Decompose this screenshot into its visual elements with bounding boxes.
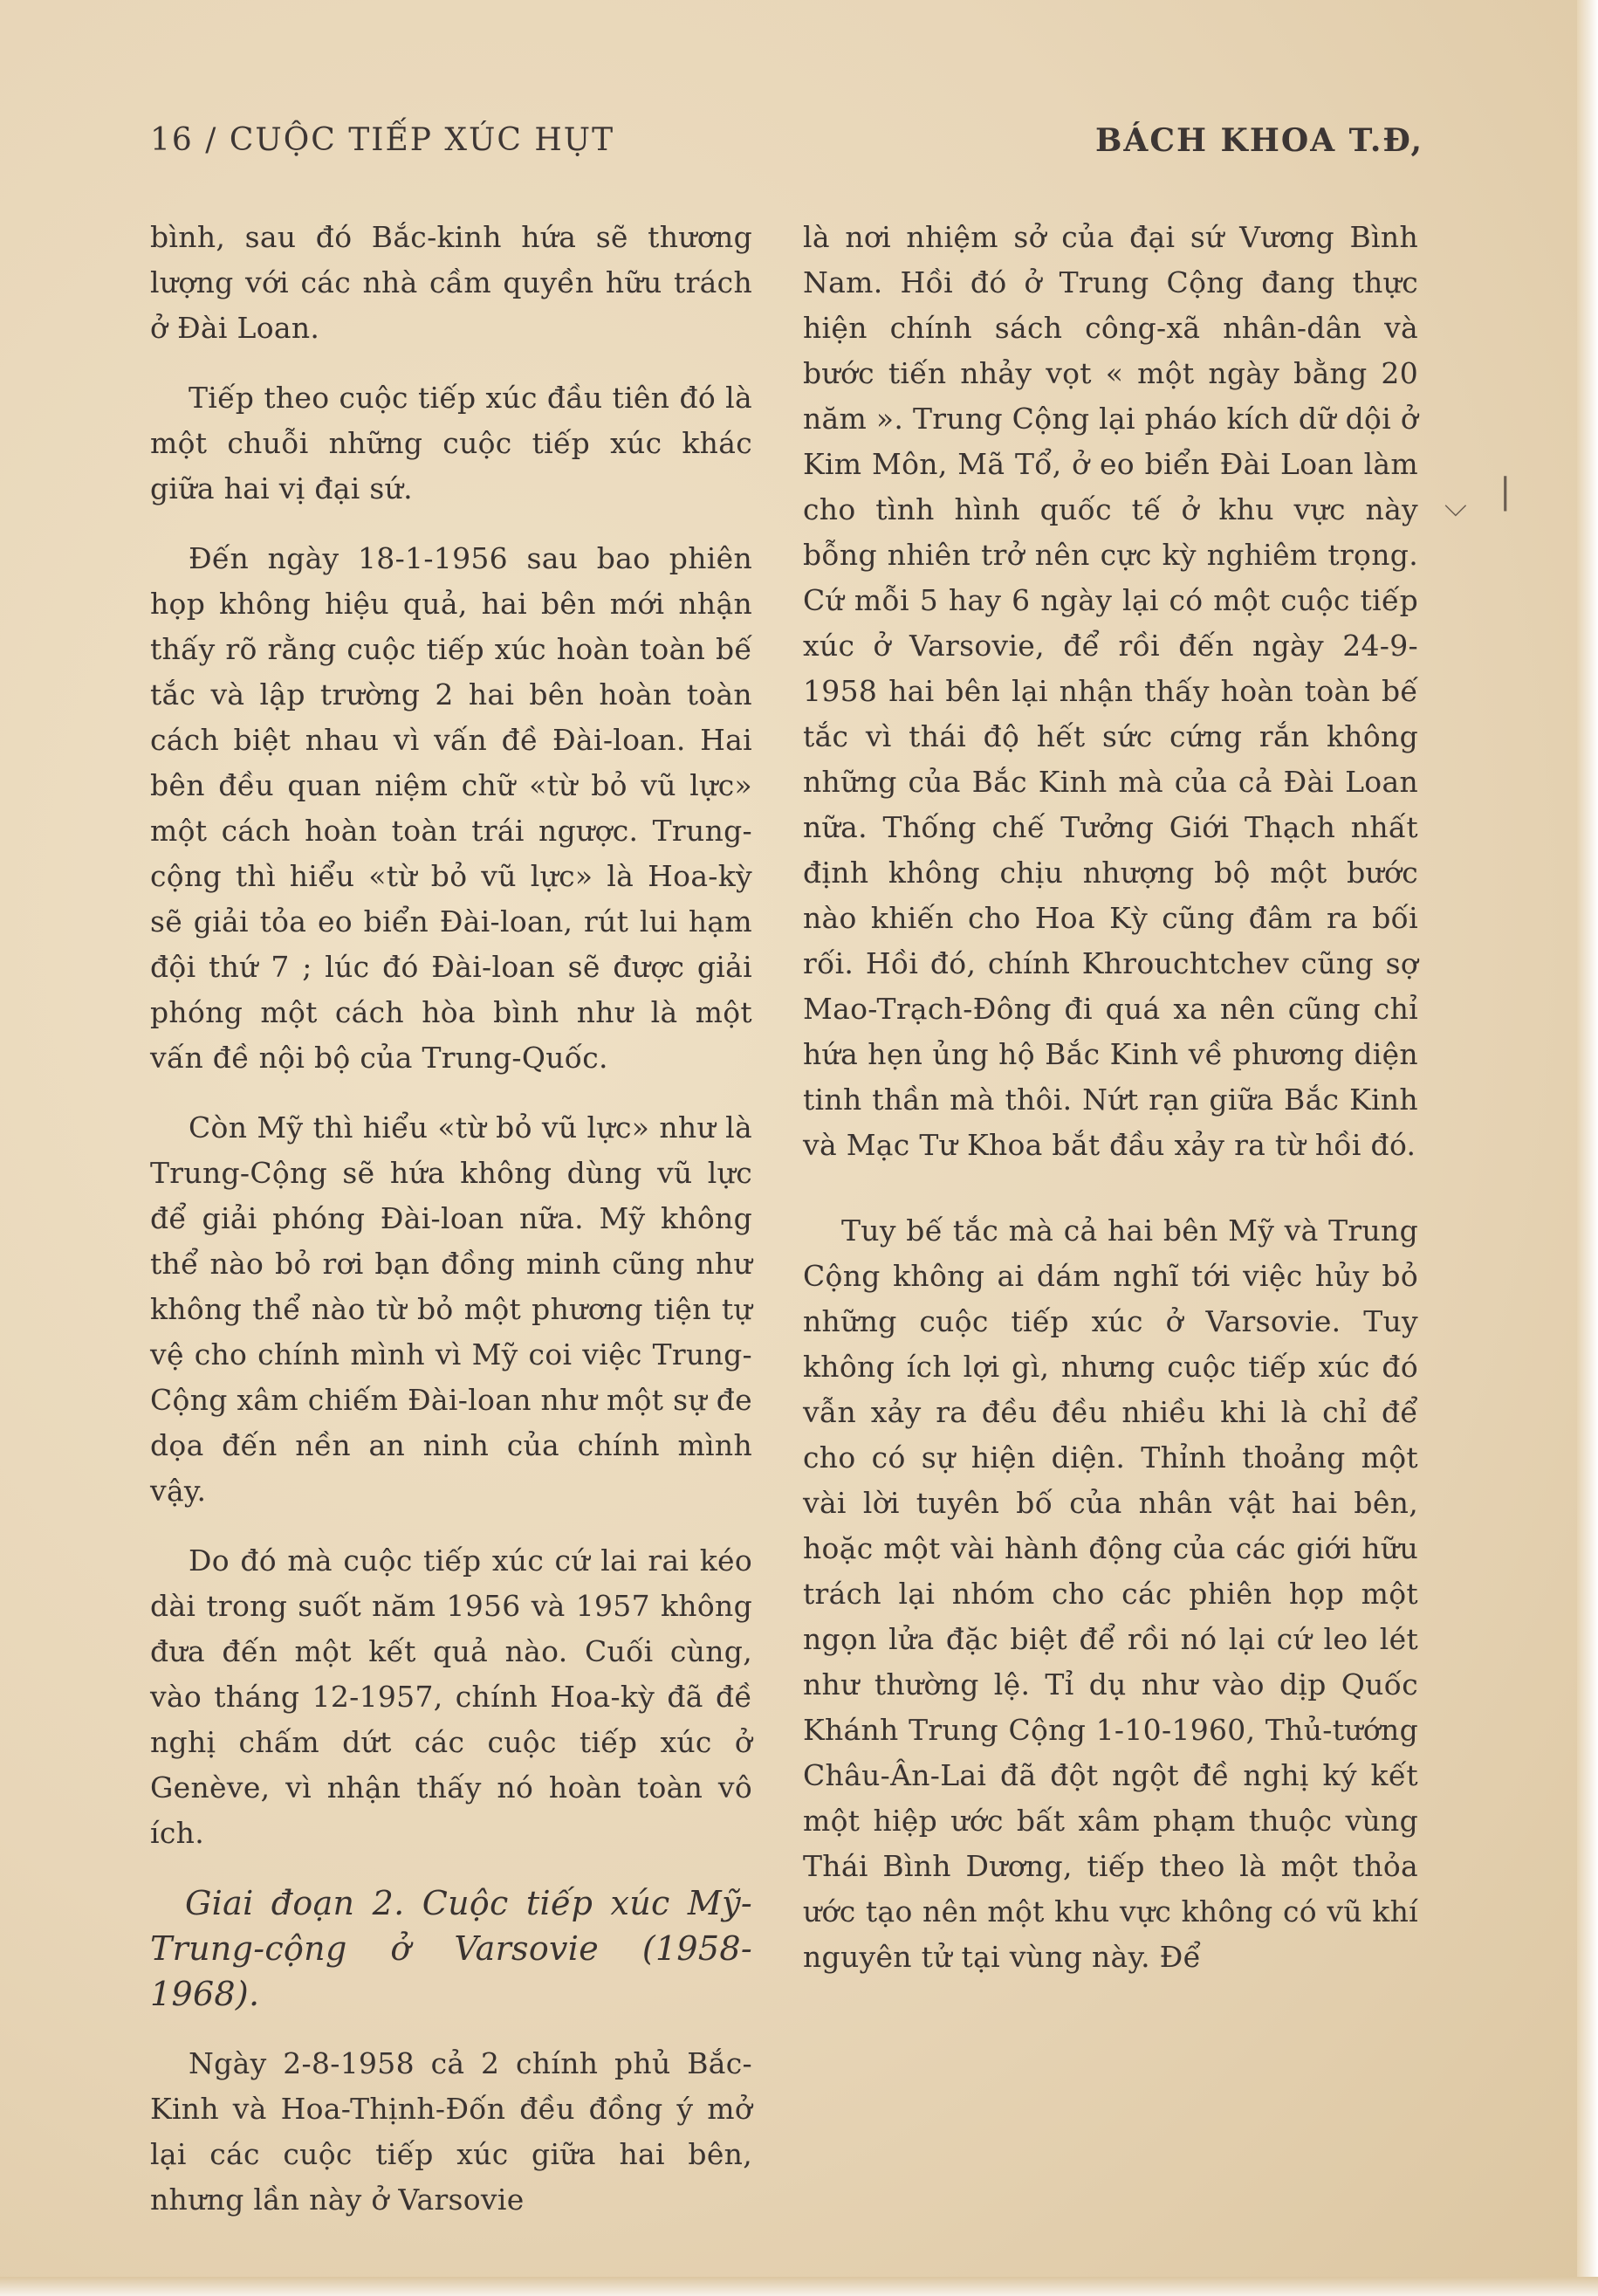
paragraph: là nơi nhiệm sở của đại sứ Vương Bình Nam. Hồi đó ở Trung Cộng đang thực hiện chính sách công-xã nhân-dân và bước tiến nhảy vọt « một ngày bằng 20 năm ». Trung Cộng lại pháo kích dữ dội ở Kim Môn, Mã Tổ, ở eo biển Đài Loan làm cho tình hình quốc tế ở khu vực này bỗng nhiên trở nên cực kỳ nghiêm trọng. Cứ mỗi 5 hay 6 ngày lại có một cuộc tiếp xúc ở Varsovie, để rồi đến ngày 24-9-1958 hai bên lại nhận thấy hoàn toàn bế tắc vì thái độ hết sức cứng rắn không những của Bắc Kinh mà của cả Đài Loan nữa. Thống chế Tưởng Giới Thạch nhất định không chịu nhượng bộ một bước nào khiến cho Hoa Kỳ cũng đâm ra bối rối. Hồi đó, chính Khrouchtchev cũng sợ Mao-Trạch-Đông đi quá xa nên cũng chỉ hứa hẹn ủng hộ Bắc Kinh về phương diện tinh thần mà thôi. Nứt rạn giữa Bắc Kinh và Mạc Tư Khoa bắt đầu xảy ra từ hồi đó. — [803, 220, 1418, 1162]
running-header-left: 16 / CUỘC TIẾP XÚC HỤT — [150, 122, 615, 158]
margin-tick-mark: ⌵ — [1444, 489, 1467, 524]
margin-pencil-mark: | — [1499, 471, 1512, 512]
paragraph: bình, sau đó Bắc-kinh hứa sẽ thương lượng với các nhà cầm quyền hữu trách ở Đài Loan. — [150, 220, 752, 345]
paragraph: Do đó mà cuộc tiếp xúc cứ lai rai kéo dài trong suốt năm 1956 và 1957 không đưa đến một kết quả nào. Cuối cùng, vào tháng 12-1957, chính Hoa-kỳ đã đề nghị chấm dứt các cuộc tiếp xúc ở Genève, vì nhận thấy nó hoàn toàn vô ích. — [150, 1543, 752, 1850]
paragraph: Tuy bế tắc mà cả hai bên Mỹ và Trung Cộng không ai dám nghĩ tới việc hủy bỏ những cuộc tiếp xúc ở Varsovie. Tuy không ích lợi gì, nhưng cuộc tiếp xúc đó vẫn xảy ra đều đều nhiều khi là chỉ để cho có sự hiện diện. Thỉnh thoảng một vài lời tuyên bố của nhân vật hai bên, hoặc một vài hành động của các giới hữu trách lại nhóm cho các phiên họp một ngọn lửa đặc biệt để rồi nó lại cứ leo lét như thường lệ. Tỉ dụ như vào dịp Quốc Khánh Trung Cộng 1-10-1960, Thủ-tướng Châu-Ân-Lai đã đột ngột đề nghị ký kết một hiệp ước bất xâm phạm thuộc vùng Thái Bình Dương, tiếp theo là một thỏa ước tạo nên một khu vực không có vũ khí nguyên tử tại vùng này. Để — [803, 1213, 1418, 1974]
paragraph: Đến ngày 18-1-1956 sau bao phiên họp không hiệu quả, hai bên mới nhận thấy rõ rằng cuộc tiếp xúc hoàn toàn bế tắc và lập trường 2 hai bên hoàn toàn cách biệt nhau vì vấn đề Đài-loan. Hai bên đều quan niệm chữ «từ bỏ vũ lực» một cách hoàn toàn trái ngược. Trung-cộng thì hiểu «từ bỏ vũ lực» là Hoa-kỳ sẽ giải tỏa eo biển Đài-loan, rút lui hạm đội thứ 7 ; lúc đó Đài-loan sẽ được giải phóng một cách hòa bình như là một vấn đề nội bộ của Trung-Quốc. — [150, 541, 752, 1075]
running-header-right: BÁCH KHOA T.Đ, — [1095, 122, 1424, 159]
page-edge-bottom — [0, 2277, 1598, 2296]
paragraph: Ngày 2-8-1958 cả 2 chính phủ Bắc-Kinh và Hoa-Thịnh-Đốn đều đồng ý mở lại các cuộc tiếp xúc giữa hai bên, nhưng lần này ở Varsovie — [150, 2046, 752, 2217]
right-column — [803, 215, 1418, 2004]
paragraph: Tiếp theo cuộc tiếp xúc đầu tiên đó là một chuỗi những cuộc tiếp xúc khác giữa hai vị đại sứ. — [150, 381, 752, 505]
page-edge-right — [1577, 0, 1598, 2296]
paragraph: Còn Mỹ thì hiểu «từ bỏ vũ lực» như là Trung-Cộng sẽ hứa không dùng vũ lực để giải phóng Đài-loan nữa. Mỹ không thể nào bỏ rơi bạn đồng minh cũng như không thể nào từ bỏ một phương tiện tự vệ cho chính mình vì Mỹ coi việc Trung-Cộng xâm chiếm Đài-loan như một sự đe dọa đến nền an ninh của chính mình vậy. — [150, 1110, 752, 1508]
left-column — [150, 215, 752, 2247]
section-heading: Giai đoạn 2. Cuộc tiếp xúc Mỹ-Trung-cộng ở Varsovie (1958-1968). — [150, 1884, 752, 2013]
